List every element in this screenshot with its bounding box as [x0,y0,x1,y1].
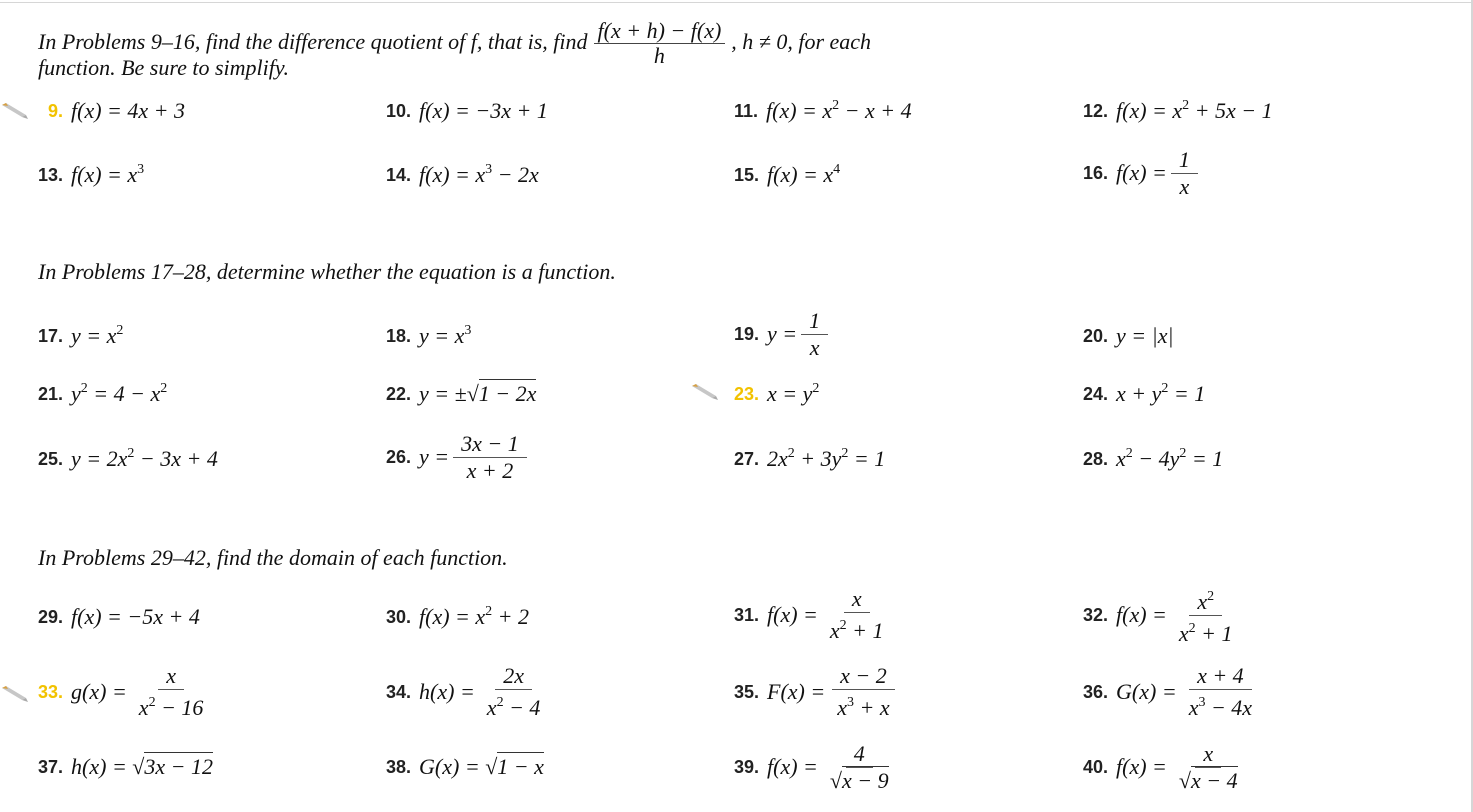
problem-number: 19. [734,323,760,344]
problem-34 [386,662,552,722]
problem-15 [734,145,840,205]
fraction-denominator: h [653,43,665,68]
fraction-numerator [1189,584,1222,616]
fraction-numerator: x [158,663,184,690]
fraction-numerator: x − 2 [832,663,895,690]
fraction [1171,147,1198,200]
fraction [822,586,892,644]
fraction-denominator [1181,690,1260,721]
problem-number: 33. [38,681,64,702]
problem-expression: f(x) = [1116,160,1167,185]
problem-expression [767,446,885,472]
problem-22 [386,364,536,424]
fraction [829,663,897,721]
fraction [479,663,549,721]
problem-26 [386,427,531,487]
instruction-9-16-line2: function. Be sure to simplify. [38,55,289,80]
problem-expression [767,162,840,188]
problem-13 [38,145,144,205]
problem-39 [734,737,901,797]
problem-expression: f(x) = −5x + 4 [71,604,200,629]
sqrt-symbol: √ [132,754,145,779]
expr-part: x = y [767,381,813,406]
problem-38 [386,737,544,797]
problem-20 [1083,306,1174,366]
problem-expression [71,754,213,780]
expr-part: − 2x [492,162,539,187]
expr-part: = 1 [1186,446,1224,471]
exponent: 3 [1198,695,1206,710]
exponent: 2 [812,381,820,396]
exponent: 2 [1179,446,1187,461]
exponent: 2 [485,604,493,619]
problem-expression: G(x) = [1116,679,1177,704]
expr-part: f(x) = x [1116,98,1183,123]
problem-number: 34. [386,681,412,702]
top-border [0,2,1473,3]
problem-9 [48,81,185,141]
instruction-29-42: In Problems 29–42, find the domain of each function. [38,545,508,570]
expr-part: − 4x [1205,695,1253,720]
problem-expression [71,162,144,188]
sqrt-symbol: √ [466,381,479,406]
problem-16 [1083,143,1202,203]
problem-number: 10. [386,100,412,121]
exponent: 2 [148,695,156,710]
problem-number: 40. [1083,756,1109,777]
exponent: 2 [80,381,88,396]
problem-30 [386,587,529,647]
fraction-numerator: x [1195,741,1221,768]
exponent: 3 [464,323,472,338]
problem-expression: y = [767,321,798,346]
problem-number: 15. [734,164,760,185]
instruction-17-28: In Problems 17–28, determine whether the equation is a function. [38,259,616,284]
problem-number: 30. [386,606,412,627]
radicand: 3x − 12 [144,754,213,779]
sqrt-symbol: √ [485,754,498,779]
pencil-icon[interactable] [690,383,720,403]
problem-number: 29. [38,606,64,627]
problem-17 [38,306,123,366]
exponent: 2 [1161,381,1169,396]
radicand: 1 − 2x [478,381,537,406]
problem-35 [734,662,902,722]
problem-expression [419,754,544,780]
problem-expression [766,98,912,124]
problem-number: 14. [386,164,412,185]
fraction [131,663,212,721]
expr-part: x [138,695,149,720]
problem-19 [734,304,832,364]
fraction-denominator [1171,768,1246,794]
exponent: 3 [485,162,493,177]
problem-number: 21. [38,383,64,404]
problem-expression [71,323,123,349]
expr-part: x [829,618,840,643]
exponent: 2 [116,323,124,338]
fraction-numerator: 1 [801,308,828,335]
expr-part: f(x) = x [71,162,138,187]
expr-part: − 4y [1132,446,1180,471]
problem-number: 9. [48,100,64,121]
problem-expression [71,381,167,407]
radicand: 1 − x [497,754,544,779]
exponent: 2 [1125,446,1133,461]
expr-part: G(x) = [419,754,480,779]
problem-number: 24. [1083,383,1109,404]
problem-expression: f(x) = [767,754,818,779]
expr-part: − 3x + 4 [134,446,218,471]
problem-number: 37. [38,756,64,777]
exponent: 3 [137,162,145,177]
expr-part: + x [854,695,890,720]
expr-part: + 3y [794,446,842,471]
problem-21 [38,364,167,424]
expr-part: − x + 4 [839,98,912,123]
problem-36 [1083,662,1264,722]
problem-expression: F(x) = [767,679,826,704]
expr-part: + 2 [492,604,530,629]
problem-11 [734,81,912,141]
exponent: 4 [833,162,841,177]
expr-part: f(x) = x [419,162,486,187]
fraction-denominator: x [809,334,820,360]
problem-33 [38,662,215,722]
expr-part: y = x [71,323,117,348]
exponent: 2 [496,695,504,710]
pencil-icon[interactable] [0,102,30,122]
expr-part: − 4 [503,695,541,720]
expr-part: x [1116,446,1126,471]
problem-10 [386,81,548,141]
fraction-numerator: 4 [846,741,873,768]
fraction-denominator [822,768,897,794]
expr-part: h(x) = [71,754,127,779]
expr-part: f(x) = x [766,98,833,123]
expr-part: + 1 [1195,620,1233,646]
problem-expression: f(x) = −3x + 1 [419,98,548,123]
expr-part: + 5x − 1 [1189,98,1273,123]
problem-expression: y = [419,444,450,469]
problem-number: 27. [734,448,760,469]
expr-part: x [1178,620,1189,646]
problem-expression: f(x) = [1116,754,1167,779]
problem-expression [1116,381,1205,407]
problem-number: 11. [734,100,759,121]
expr-part: = 1 [848,446,886,471]
problem-23 [734,364,819,424]
problem-expression: h(x) = [419,679,475,704]
fraction-denominator: x + 2 [466,457,514,483]
fraction [1181,663,1260,721]
fraction [1171,741,1246,794]
problem-number: 28. [1083,448,1109,469]
exponent: 2 [1207,588,1215,604]
problem-number: 18. [386,325,412,346]
expr-part: + 1 [846,618,884,643]
problem-expression [767,381,819,407]
problem-40 [1083,737,1250,797]
exponent: 2 [832,98,840,113]
expr-part: − 16 [155,695,204,720]
problem-28 [1083,429,1223,489]
expr-part: = 1 [1168,381,1206,406]
instruction-text-after: , h ≠ 0, for each [731,29,872,55]
fraction-denominator: x [1179,173,1190,199]
problem-number: 16. [1083,162,1109,183]
exponent: 2 [839,618,847,633]
problem-25 [38,429,218,489]
fraction [453,431,527,484]
problem-number: 13. [38,164,64,185]
problem-expression [1116,98,1273,124]
fraction-denominator [479,690,549,721]
fraction-numerator: 2x [495,663,532,690]
expr-part: y = x [419,323,465,348]
expr-part: f(x) = x [419,604,486,629]
problem-number: 12. [1083,100,1109,121]
problem-expression [419,381,536,407]
problem-expression [1116,446,1223,472]
expr-part: x [1188,695,1199,720]
problem-number: 23. [734,383,760,404]
exponent: 2 [1188,620,1196,636]
problem-number: 38. [386,756,412,777]
problem-number: 31. [734,604,760,625]
expr-part: x [837,695,847,720]
problem-expression [71,446,218,472]
expr-part: x [1197,588,1208,614]
expr-part: y = 2x [71,446,128,471]
fraction-denominator [131,690,212,721]
problem-expression [419,604,529,630]
difference-quotient-fraction [594,20,726,68]
expr-part: = 4 − x [87,381,161,406]
sqrt-symbol: √ [1178,767,1191,793]
fraction [1171,584,1241,647]
problem-expression: g(x) = [71,679,127,704]
problem-12 [1083,81,1273,141]
exponent: 3 [847,695,854,710]
problem-29 [38,587,200,647]
expr-part: y [71,381,81,406]
fraction [822,741,897,794]
problem-18 [386,306,471,366]
problem-37 [38,737,213,797]
pencil-icon[interactable] [0,685,30,705]
exponent: 2 [127,446,135,461]
fraction-numerator: x + 4 [1189,663,1252,690]
expr-part: x + y [1116,381,1162,406]
radicand: x − 4 [1190,767,1238,793]
problem-number: 39. [734,756,760,777]
problem-24 [1083,364,1205,424]
problem-expression [419,162,539,188]
problem-number: 36. [1083,681,1109,702]
fraction-numerator: 3x − 1 [453,431,527,458]
problem-number: 32. [1083,604,1109,625]
problem-27 [734,429,885,489]
exponent: 2 [787,446,795,461]
instruction-text: In Problems 9–16, find the difference quotient of f, that is, find [38,29,588,55]
fraction-numerator: 1 [1171,147,1198,174]
problem-expression: f(x) = [1116,602,1167,627]
problem-14 [386,145,539,205]
problem-number: 17. [38,325,64,346]
exponent: 2 [1182,98,1190,113]
problem-expression: y = |x| [1116,323,1174,348]
expr-part: 2x [767,446,788,471]
problem-number: 20. [1083,325,1109,346]
problem-31 [734,585,896,645]
radicand: x − 9 [841,767,889,793]
fraction-denominator [829,690,897,721]
problem-expression [419,323,471,349]
problem-number: 35. [734,681,760,702]
problem-number: 25. [38,448,64,469]
expr-part: f(x) = x [767,162,834,187]
expr-part: y = ± [419,381,467,406]
expr-part: x [486,695,497,720]
fraction-numerator: x [844,586,870,613]
problem-number: 26. [386,446,412,467]
sqrt-symbol: √ [829,767,842,793]
fraction-numerator: f(x + h) − f(x) [594,20,726,44]
exponent: 2 [841,446,849,461]
problem-32 [1083,585,1245,645]
problem-expression: f(x) = 4x + 3 [71,98,186,123]
problem-number: 22. [386,383,412,404]
problem-expression: f(x) = [767,602,818,627]
fraction-denominator [1171,616,1241,647]
fraction [801,308,828,361]
fraction-denominator [822,613,892,644]
exponent: 2 [160,381,168,396]
